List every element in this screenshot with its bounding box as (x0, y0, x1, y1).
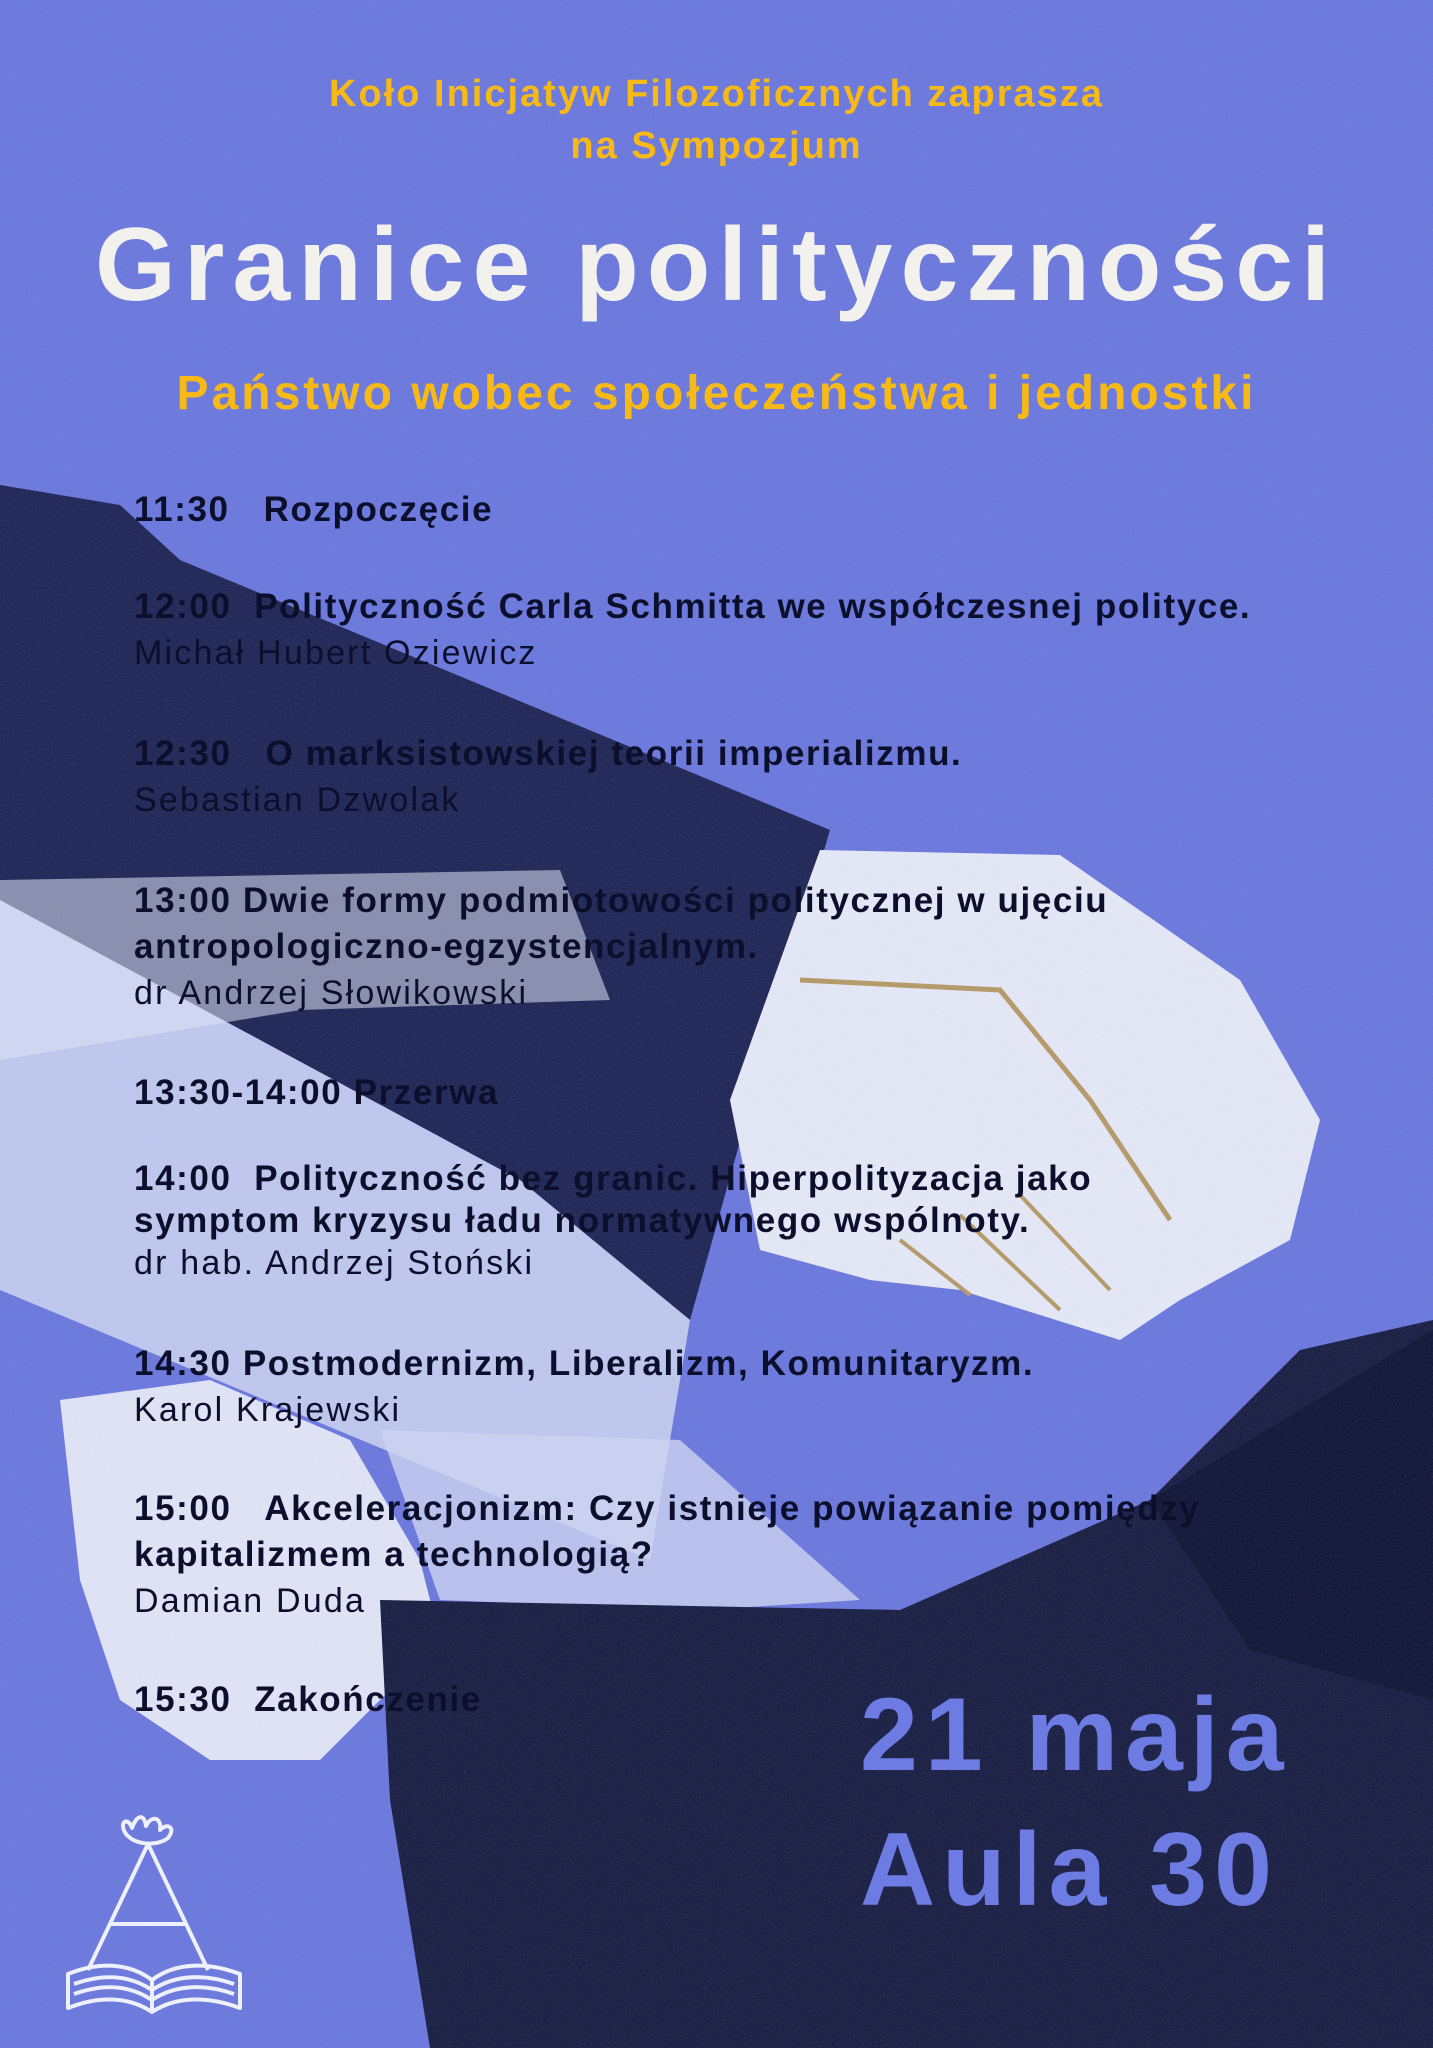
schedule-item (134, 1486, 1364, 1624)
schedule-item (134, 878, 1364, 1016)
organizer-line: Koło Inicjatyw Filozoficznych zaprasza (329, 73, 1104, 115)
invite-line: na Sympozjum (570, 125, 863, 167)
talk-time: 14:00 (134, 1159, 232, 1198)
talk-title-continued: symptom kryzysu ładu normatywnego wspólnoty. (134, 1201, 1031, 1240)
talk-title: Polityczność Carla Schmitta we współczesnej polityce. (254, 587, 1252, 626)
talk-title-continued: kapitalizmem a technologią? (134, 1535, 654, 1574)
schedule-item (134, 487, 1364, 533)
page-subtitle: Państwo wobec społeczeństwa i jednostki (176, 367, 1257, 420)
talk-line (134, 584, 1364, 630)
talk-time: 13:00 (134, 881, 232, 920)
talk-time: 12:00 (134, 587, 232, 626)
schedule-item (134, 1341, 1364, 1433)
talk-time: 15:00 (134, 1489, 232, 1528)
schedule-item (134, 584, 1364, 676)
event-date: 21 maja (860, 1677, 1291, 1793)
event-room: Aula 30 (860, 1812, 1279, 1928)
talk-title: Zakończenie (254, 1680, 482, 1719)
talk-title: Rozpoczęcie (263, 490, 494, 529)
talk-time: 11:30 (134, 490, 230, 529)
talk-line (134, 1157, 1364, 1201)
speaker-name: Karol Krajewski (134, 1391, 402, 1429)
flame-book-triangle-logo-icon (48, 1812, 260, 2024)
speaker-name: dr Andrzej Słowikowski (134, 974, 529, 1012)
speaker-name: dr hab. Andrzej Stoński (134, 1244, 535, 1282)
talk-line (134, 731, 1364, 777)
speaker-name: Sebastian Dzwolak (134, 781, 461, 819)
schedule-item (134, 1070, 1364, 1116)
talk-title: Postmodernizm, Liberalizm, Komunitaryzm. (242, 1344, 1035, 1383)
schedule-item (134, 1157, 1364, 1285)
talk-line (134, 487, 1364, 533)
talk-title: Polityczność bez granic. Hiperpolityzacja jako (254, 1159, 1093, 1198)
talk-title: Akceleracjonizm: Czy istnieje powiązanie pomiędzy (264, 1489, 1201, 1528)
talk-time: 13:30-14:00 (134, 1073, 343, 1112)
talk-title: Dwie formy podmiotowości politycznej w ujęciu (242, 881, 1109, 920)
talk-title: Przerwa (353, 1073, 500, 1112)
page-title: Granice polityczności (95, 207, 1338, 323)
speaker-name: Damian Duda (134, 1582, 367, 1620)
talk-time: 15:30 (134, 1680, 232, 1719)
talk-title-continued: antropologiczno-egzystencjalnym. (134, 927, 759, 966)
schedule-item (134, 731, 1364, 823)
talk-title: O marksistowskiej teorii imperializmu. (265, 734, 963, 773)
talk-line (134, 1070, 1364, 1116)
speaker-name: Michał Hubert Oziewicz (134, 634, 538, 672)
talk-line (134, 1486, 1364, 1532)
talk-time: 14:30 (134, 1344, 232, 1383)
talk-line (134, 1341, 1364, 1387)
talk-time: 12:30 (134, 734, 232, 773)
talk-line (134, 878, 1364, 924)
